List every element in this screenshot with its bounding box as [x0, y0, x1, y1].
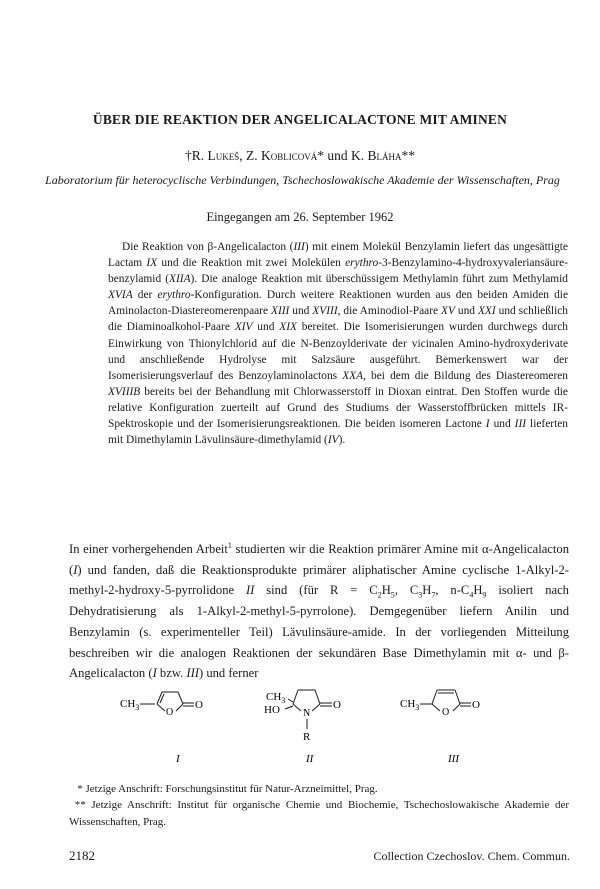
- structure-II-nitrogen: N: [303, 708, 311, 719]
- structure-III-carbonyl-oxygen: O: [472, 699, 480, 711]
- author-1: R. Lukeš: [191, 148, 240, 163]
- structure-I: [120, 692, 203, 765]
- structure-I-group: $CH_3$: [120, 698, 140, 712]
- footnote-2: ** Jetzige Anschrift: Institut für organische Chemie und Biochemie, Tschechoslowakische Akademie der Wissenschaften, Prag.: [69, 799, 570, 828]
- reference-1[interactable]: 1: [227, 540, 232, 550]
- structure-II-substituent: R: [303, 731, 311, 743]
- structure-I-ring-oxygen: O: [166, 707, 174, 718]
- abstract-paragraph: Die Reaktion von β-Angelicalacton (III) mit einem Molekül Benzylamin liefert das ungesättigte Lactam IX und die Reaktion mit zwei Molekülen erythro-3-Benzylamino-4-hydroxyvaleriansäure-benzylamid (XIIA). Die analoge Reaktion mit überschüssigem Methylamin führt zum Methylamid XVIA der erythro-Konfiguration. Durch weitere Reaktionen wurden aus den beiden Amiden die Aminolacton-Diastereomerenpaare XIII und XVIII, die Aminodiol-Paare XV und XXI und schließlich die Diaminoalkohol-Paare XIV und XIX bereitet. Die Isomerisierungen wurden durchwegs durch Einwirkung von Thionylchlorid auf die N-Benzoylderivate der vicinalen Amino-hydroxyderivate und anschließende Hydrolyse mit Salzsäure ausgeführt. Bemerkenswert war der Isomerisierungsverlauf des Benzoylaminolactons XXA, bei dem die Bildung des Diastereomeren XVIIIB bereits bei der Behandlung mit Chlorwasserstoff in Dioxan eintrat. Den Stoffen wurde die relative Konfiguration zuerteilt auf Grund des Studiums der Wasserstoffbrücken mittels IR-Spektroskopie und der Isomerisierungsreaktionen. Die beiden isomeren Lactone I und III lieferten mit Dimethylamin Lävulinsäure-dimethylamid (IV).: [108, 241, 569, 447]
- article-title: ÜBER DIE REAKTION DER ANGELICALACTONE MIT AMINEN: [92, 112, 508, 127]
- structure-III: [400, 690, 480, 765]
- author-3: K. Bláha**: [351, 148, 415, 163]
- structure-I-carbonyl-oxygen: O: [195, 699, 203, 711]
- received-date: Eingegangen am 26. September 1962: [206, 210, 394, 224]
- affiliation: Laboratorium für heterocyclische Verbindungen, Tschechoslowakische Akademie der Wissenschaften, Prag: [45, 173, 560, 187]
- and-word: und: [327, 148, 348, 163]
- structure-III-ring-oxygen: O: [442, 707, 450, 718]
- structure-formulas: [110, 682, 510, 766]
- structure-II-carbonyl-oxygen: O: [333, 699, 341, 711]
- body-paragraph: In einer vorhergehenden Arbeit$^1$ studierten wir die Reaktion primärer Amine mit α-Angelicalacton (I) und fanden, daß die Reaktionsprodukte primärer aliphatischer Amine cyclische 1-Alkyl-2-methyl-2-hydroxy-5-pyrrolidone II sind (für $R = C_2H_5$, $C_3H_7$, $n-C_4H_9$ isoliert nach Dehydratisierung als 1-Alkyl-2-methyl-5-pyrrolone). Demgegenüber liefern Anilin und Benzylamin (s. experimenteller Teil) Lävulinsäure-amide. In der vorliegenden Mitteilung beschreiben wir die analogen Reaktionen der sekundären Base Dimethylamin mit α- und β-Angelicalacton (I bzw. III) und ferner: [69, 540, 569, 681]
- footnotes: [69, 781, 569, 830]
- structure-II-label: II: [306, 753, 314, 765]
- journal-name: Collection Czechoslov. Chem. Commun.: [373, 849, 570, 863]
- structure-III-group: $CH_3$: [400, 698, 420, 712]
- structure-II: [264, 690, 341, 765]
- structure-III-label: III: [448, 753, 459, 765]
- body-text: [69, 539, 569, 684]
- structure-I-label: I: [176, 753, 180, 765]
- deceased-mark: †: [184, 148, 192, 163]
- structure-II-methyl: $CH_3$: [266, 691, 286, 705]
- abstract: [108, 239, 568, 448]
- structure-II-hydroxy: HO: [264, 704, 280, 716]
- author-2: Z. Koblicová*: [246, 148, 324, 163]
- page-number: 2182: [69, 848, 95, 863]
- author-line: †R. Lukeš, Z. Koblicová* und K. Bláha**: [184, 148, 415, 163]
- footnote-1: * Jetzige Anschrift: Forschungsinstitut für Natur-Arzneimittel, Prag.: [77, 783, 378, 795]
